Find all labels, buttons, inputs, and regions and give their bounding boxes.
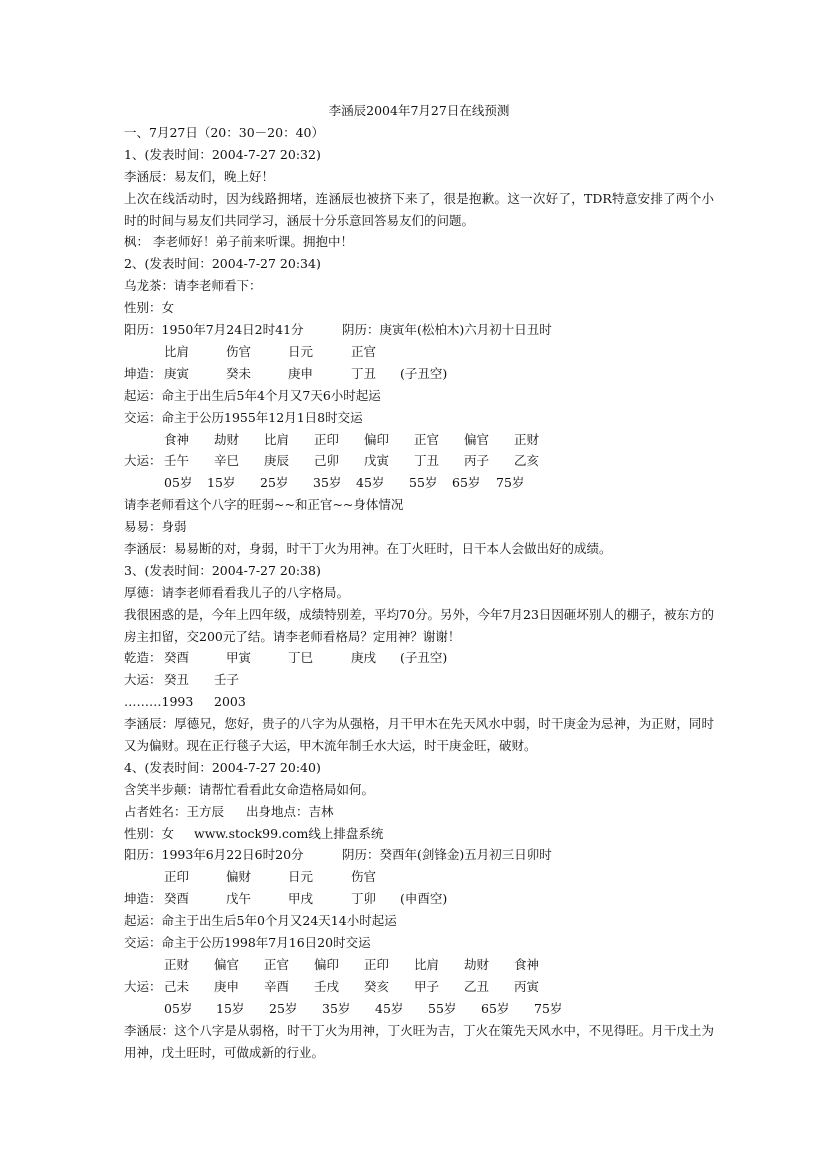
solar-date: 阳历：1993年6月22日6时20分 [124, 847, 304, 863]
reply: 易易：身弱 [124, 519, 187, 535]
pillar-cell: 癸亥 [364, 978, 390, 994]
pillars-row [124, 647, 714, 669]
god-cell: 日元 [288, 869, 314, 885]
question: 厚德：请李老师看看我儿子的八字格局。 [124, 584, 350, 600]
pillars-row [124, 888, 714, 910]
pillar-cell: 庚申 [288, 365, 314, 381]
pillar-cell: 壬戌 [314, 978, 340, 994]
god-cell: 正财 [514, 431, 540, 447]
row-label: 坤造： [124, 365, 162, 381]
greeting: 李涵辰：易友们，晚上好！ [124, 168, 275, 184]
age-cell: 55岁 [428, 1000, 457, 1016]
row-label: 坤造： [124, 891, 162, 907]
row-label: 大运： [124, 978, 162, 994]
section-heading: 一、7月27日（20：30－20：40） [124, 125, 324, 140]
pillar-cell: 丁卯 [351, 891, 377, 907]
god-cell: 食神 [514, 956, 540, 972]
pillar-cell: 乙亥 [514, 453, 540, 469]
pillar-cell: 戊寅 [364, 453, 390, 469]
document-title: 李涵辰2004年7月27日在线预测 [328, 103, 510, 118]
god-cell: 正印 [364, 956, 390, 972]
ten-gods-row [124, 341, 714, 363]
person-name: 占者姓名：王方辰 [124, 803, 225, 819]
pillar-cell: 庚寅 [164, 365, 190, 381]
gender-site-row [124, 823, 714, 845]
paragraph: 我很困惑的是，今年上四年级，成绩特别差，平均70分。另外，今年7月23日因砸坏别人的棚子，被东方的房主扣留，交200元了结。请李老师看格局？定用神？谢谢！ [124, 606, 714, 644]
god-cell: 正官 [414, 431, 440, 447]
pillar-cell: 辛酉 [264, 978, 290, 994]
god-cell: 偏财 [226, 869, 252, 885]
answer: 李涵辰：厚德兄，您好，贵子的八字为从强格，月干甲木在先天风水中弱，时干庚金为忌神，为正财，同时又为偏财。现在正行毯子大运，甲木流年制壬水大运，时干庚金旺，破财。 [124, 716, 714, 754]
age-cell: 35岁 [313, 475, 342, 491]
age-cell: 25岁 [260, 475, 289, 491]
god-cell: 日元 [288, 343, 314, 359]
question: 含笑半步颠：请帮忙看看此女命造格局如何。 [124, 781, 375, 797]
pillar-cell: 丁丑 [414, 453, 440, 469]
year-cell: ………1993 [124, 694, 194, 710]
age-cell: 45岁 [356, 475, 385, 491]
god-cell: 偏官 [214, 956, 240, 972]
pillar-cell: 癸丑 [164, 672, 190, 688]
luck-gods-row [124, 954, 714, 976]
god-cell: 正印 [314, 431, 340, 447]
age-cell: 75岁 [496, 475, 525, 491]
lunar-date: 阴历：癸酉年(剑锋金)五月初三日卯时 [342, 847, 552, 863]
pillar-cell: 丙寅 [514, 978, 540, 994]
luck-gods-row [124, 429, 714, 451]
pillars-row [124, 363, 714, 385]
pillar-cell: 癸酉 [164, 650, 190, 666]
pillar-cell: 甲寅 [226, 650, 252, 666]
god-cell: 伤官 [351, 869, 377, 885]
pillar-cell: 癸未 [226, 365, 252, 381]
age-cell: 75岁 [534, 1000, 563, 1016]
age-cell: 35岁 [322, 1000, 351, 1016]
ages-row [124, 472, 714, 494]
pillar-cell: 壬子 [214, 672, 240, 688]
lunar-date: 阴历：庚寅年(松柏木)六月初十日丑时 [342, 322, 552, 338]
age-cell: 15岁 [207, 475, 236, 491]
age-cell: 65岁 [481, 1000, 510, 1016]
pillar-cell: 癸酉 [164, 891, 190, 907]
row-label: 乾造： [124, 650, 162, 666]
jiaoyun: 交运：命主于公历1955年12月1日8时交运 [124, 409, 363, 425]
god-cell: 偏印 [364, 431, 390, 447]
pillar-cell: 辛巳 [214, 453, 240, 469]
pillar-cell: 丙子 [464, 453, 490, 469]
answer: 李涵辰：易易断的对，身弱，时干丁火为用神。在丁火旺时，日干本人会做出好的成绩。 [124, 540, 612, 556]
god-cell: 正印 [164, 869, 190, 885]
kong-note: (子丑空) [400, 365, 448, 381]
pillar-cell: 甲子 [414, 978, 440, 994]
god-cell: 偏官 [464, 431, 490, 447]
god-cell: 劫财 [214, 431, 240, 447]
year-cell: 2003 [214, 694, 246, 710]
gender: 性别：女 [124, 825, 175, 841]
pillar-cell: 戊午 [226, 891, 252, 907]
post-header: 4、(发表时间：2004-7-27 20:40) [124, 759, 321, 775]
pillar-cell: 乙丑 [464, 978, 490, 994]
question: 乌龙茶：请李老师看下： [124, 278, 262, 294]
years-row [124, 691, 714, 713]
luck-pillars-row [124, 669, 714, 691]
answer: 李涵辰：这个八字是从弱格，时干丁火为用神，丁火旺为吉，丁火在策先天风水中，不见得旺。月干戊土为用神，戊土旺时，可做成新的行业。 [124, 1022, 714, 1060]
god-cell: 正官 [351, 343, 377, 359]
pillar-cell: 甲戌 [288, 891, 314, 907]
document-page [124, 100, 714, 1063]
post-header: 3、(发表时间：2004-7-27 20:38) [124, 562, 321, 578]
pillar-cell: 己未 [164, 978, 190, 994]
god-cell: 正财 [164, 956, 190, 972]
reply: 枫： 李老师好！弟子前来听课。拥抱中！ [124, 234, 353, 250]
pillar-cell: 丁丑 [351, 365, 377, 381]
pillar-cell: 庚申 [214, 978, 240, 994]
question: 请李老师看这个八字的旺弱~~和正官~~身体情况 [124, 497, 404, 513]
jiaoyun: 交运：命主于公历1998年7月16日20时交运 [124, 935, 371, 951]
age-cell: 25岁 [269, 1000, 298, 1016]
pillar-cell: 己卯 [314, 453, 340, 469]
god-cell: 偏印 [314, 956, 340, 972]
age-cell: 55岁 [409, 475, 438, 491]
god-cell: 劫财 [464, 956, 490, 972]
ages-row [124, 998, 714, 1020]
age-cell: 15岁 [216, 1000, 245, 1016]
god-cell: 伤官 [226, 343, 252, 359]
pillar-cell: 壬午 [164, 453, 190, 469]
age-cell: 45岁 [375, 1000, 404, 1016]
god-cell: 比肩 [414, 956, 440, 972]
birth-dates [124, 319, 714, 341]
kong-note: (申酉空) [400, 891, 448, 907]
pillar-cell: 庚戌 [351, 650, 377, 666]
birth-place: 出身地点：吉林 [246, 803, 334, 819]
gender: 性别：女 [124, 300, 175, 316]
ten-gods-row [124, 866, 714, 888]
qiyun: 起运：命主于出生后5年0个月又24天14小时起运 [124, 913, 397, 929]
row-label: 大运： [124, 672, 162, 688]
paragraph: 上次在线活动时，因为线路拥堵，连涵辰也被挤下来了，很是抱歉。这一次好了，TDR特意安排了两个小时的时间与易友们共同学习，涵辰十分乐意回答易友们的问题。 [124, 190, 714, 228]
kong-note: (子丑空) [400, 650, 448, 666]
site-note: www.stock99.com线上排盘系统 [194, 825, 384, 841]
pillar-cell: 庚辰 [264, 453, 290, 469]
post-header: 1、(发表时间：2004-7-27 20:32) [124, 146, 321, 162]
birth-dates [124, 844, 714, 866]
luck-pillars-row [124, 976, 714, 998]
row-label: 大运： [124, 453, 162, 469]
age-cell: 05岁 [164, 1000, 193, 1016]
name-place-row [124, 801, 714, 823]
pillar-cell: 丁巳 [288, 650, 314, 666]
age-cell: 05岁 [164, 475, 193, 491]
god-cell: 正官 [264, 956, 290, 972]
post-header: 2、(发表时间：2004-7-27 20:34) [124, 256, 321, 272]
god-cell: 比肩 [264, 431, 290, 447]
age-cell: 65岁 [452, 475, 481, 491]
god-cell: 食神 [164, 431, 190, 447]
god-cell: 比肩 [164, 343, 190, 359]
solar-date: 阳历：1950年7月24日2时41分 [124, 322, 304, 338]
qiyun: 起运：命主于出生后5年4个月又7天6小时起运 [124, 387, 381, 403]
luck-pillars-row [124, 450, 714, 472]
